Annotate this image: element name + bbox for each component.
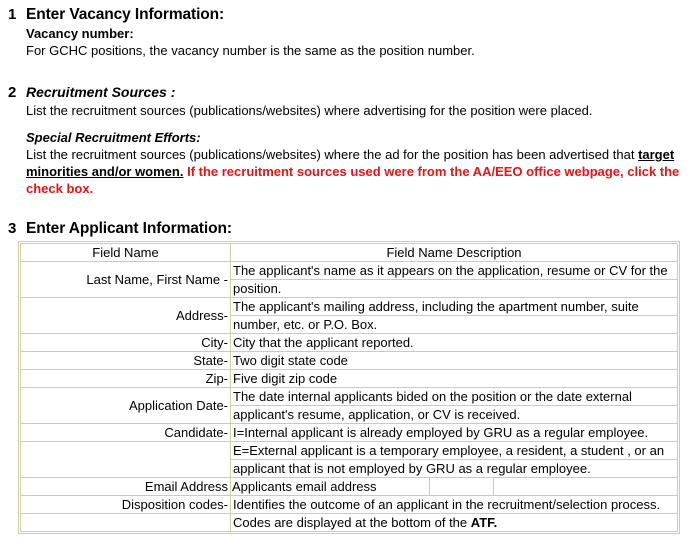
field-description-cell: applicant that is not employed by GRU as a regular employee.: [231, 460, 678, 478]
field-description-cell: The applicant's mailing address, including the apartment number, suite: [231, 298, 678, 316]
applicant-field-table-body: [21, 244, 678, 532]
table-row: [21, 334, 678, 352]
field-name-cell-empty: [21, 442, 231, 478]
table-row: [21, 478, 678, 496]
special-recruitment-text-emphasis: target minorities and/or women.: [26, 147, 675, 179]
special-recruitment-text-warning: If the recruitment sources used were from the AA/EEO office webpage, click the check box.: [26, 164, 680, 196]
column-header-field-name: Field Name: [21, 244, 231, 262]
field-name-cell: City-: [21, 334, 231, 352]
table-row: [21, 352, 678, 370]
field-description-cell: Identifies the outcome of an applicant in the recruitment/selection process.: [231, 496, 678, 514]
section-title-3: Enter Applicant Information:: [26, 220, 232, 237]
section-applicant-information: [6, 219, 690, 238]
special-recruitment-efforts-label: Special Recruitment Efforts:: [26, 130, 201, 145]
section-number-1: 1: [8, 6, 17, 23]
section-title-2: Recruitment Sources :: [26, 84, 176, 100]
vacancy-number-label: Vacancy number:: [26, 26, 134, 41]
field-name-cell: Last Name, First Name -: [21, 262, 231, 298]
field-description-cell: Two digit state code: [231, 352, 678, 370]
field-name-cell: Disposition codes-: [21, 496, 231, 514]
applicant-field-table-wrapper: [18, 241, 680, 534]
field-description-cell: E=External applicant is a temporary employee, a resident, a student , or an: [231, 442, 678, 460]
field-description-subcell-2: [493, 478, 677, 495]
field-description-cell: [231, 478, 678, 496]
section-vacancy-information: [6, 5, 690, 59]
table-row: [21, 262, 678, 280]
special-recruitment-efforts-description: [26, 146, 690, 197]
field-description-cell: City that the applicant reported.: [231, 334, 678, 352]
field-description-cell: Five digit zip code: [231, 370, 678, 388]
recruitment-sources-description: List the recruitment sources (publications/websites) where advertising for the position were placed.: [26, 103, 593, 118]
field-description-subcell-1: [429, 478, 493, 495]
section-title-1: Enter Vacancy Information:: [26, 6, 225, 23]
table-header-row: [21, 244, 678, 262]
atf-abbreviation: ATF.: [470, 515, 498, 530]
table-row: [21, 496, 678, 514]
table-row: [21, 514, 678, 532]
special-recruitment-text-plain: List the recruitment sources (publications/websites) where the ad for the position has been advertised that: [26, 147, 639, 162]
field-name-cell: State-: [21, 352, 231, 370]
field-description-cell: position.: [231, 280, 678, 298]
vacancy-number-description: For GCHC positions, the vacancy number is the same as the position number.: [26, 43, 475, 58]
column-header-field-name-description: Field Name Description: [231, 244, 678, 262]
field-description-cell: applicant's resume, application, or CV is received.: [231, 406, 678, 424]
applicant-field-table: [20, 243, 678, 532]
field-name-cell: Zip-: [21, 370, 231, 388]
field-description-cell: I=Internal applicant is already employed by GRU as a regular employee.: [231, 424, 678, 442]
table-row: [21, 442, 678, 460]
field-description-cell-text: Applicants email address: [231, 478, 429, 495]
section-number-2: 2: [8, 84, 17, 101]
field-name-cell: Email Address: [21, 478, 231, 496]
field-description-cell: Codes are displayed at the bottom of the ATF.: [231, 514, 678, 532]
table-row: [21, 424, 678, 442]
table-row: [21, 388, 678, 406]
field-name-cell-empty: [21, 514, 231, 532]
table-row: [21, 370, 678, 388]
field-description-cell: The date internal applicants bided on the position or the date external: [231, 388, 678, 406]
field-name-cell: Address-: [21, 298, 231, 334]
field-description-cell: The applicant's name as it appears on the application, resume or CV for the: [231, 262, 678, 280]
field-name-cell: Candidate-: [21, 424, 231, 442]
field-description-cell: number, etc. or P.O. Box.: [231, 316, 678, 334]
section-recruitment-sources: [6, 83, 690, 197]
section-number-3: 3: [8, 220, 17, 237]
table-row: [21, 298, 678, 316]
field-name-cell: Application Date-: [21, 388, 231, 424]
